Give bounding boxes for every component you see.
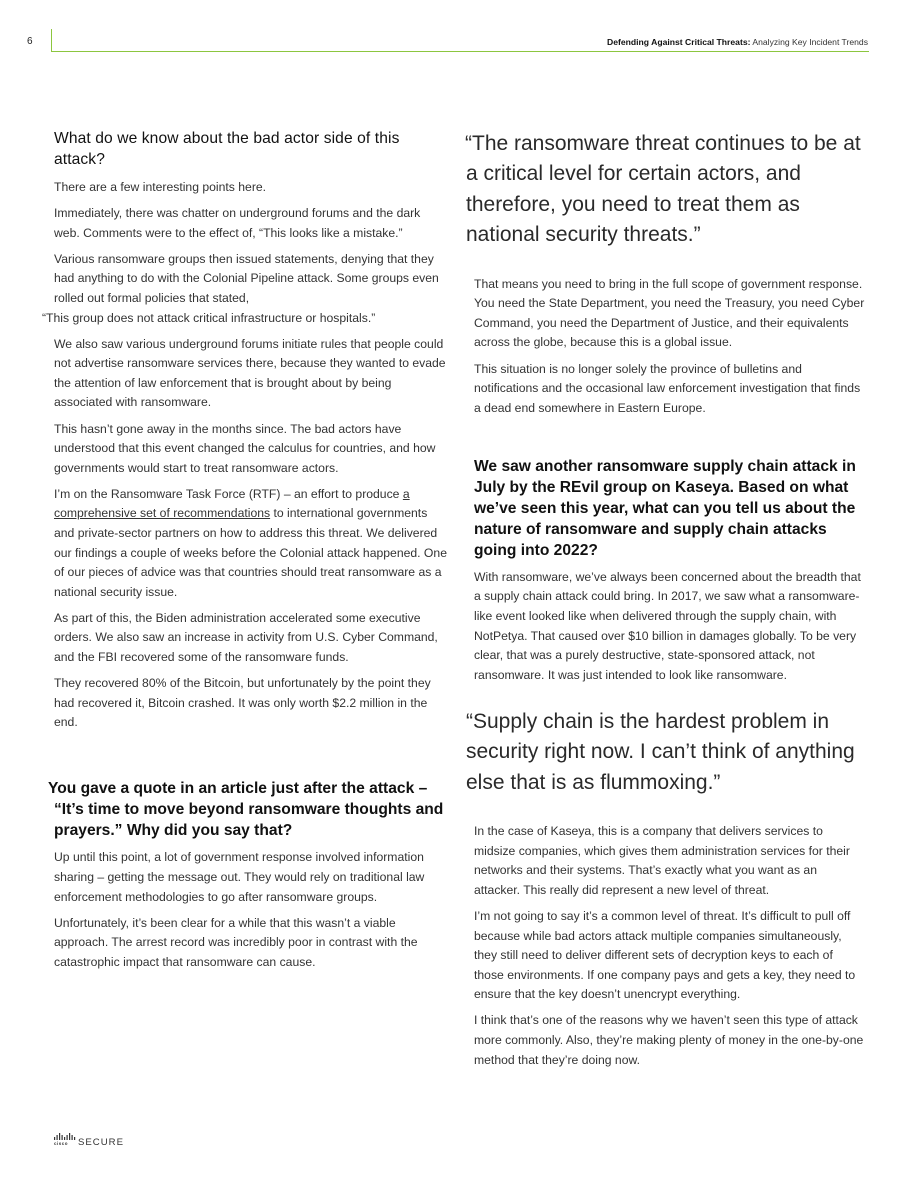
paragraph	[42, 250, 449, 328]
paragraph: This situation is no longer solely the province of bulletins and notifications and the occasional law enforcement investigation that finds a dead end somewhere in Eastern Europe.	[474, 361, 861, 415]
recommendations-link[interactable]: a comprehensive set of recommendations	[54, 486, 410, 521]
paragraph: Immediately, there was chatter on underground forums and the dark web. Comments were to the effect of, “This looks like a mistake.”	[54, 206, 421, 240]
secure-wordmark: SECURE	[78, 1137, 124, 1148]
paragraph-text: Various ransomware groups then issued statements, denying that they had anything to do with the Colonial Pipeline attack. Some groups even rolled out formal policies that stated,	[54, 251, 439, 305]
paragraph: Up until this point, a lot of government response involved information sharing – getting the message out. They would rely on traditional law enforcement methodologies to go after ransomware groups.	[54, 850, 425, 904]
header-divider	[51, 51, 869, 52]
paragraph: I’m not going to say it’s a common level of threat. It’s difficult to pull off because while bad actors attack multiple companies simultaneously, they still need to deliver different sets of decryption keys to each of those environments. If one company pays and gets a key, they need to ensure that the key doesn’t unencrypt everything.	[474, 908, 856, 1002]
running-title	[607, 37, 868, 47]
left-column	[42, 128, 449, 979]
paragraph-text: to international governments and private-sector partners on how to address this threat. We delivered our findings a couple of weeks before the Colonial attack happened. One of our pieces of advice was that countries should treat ransomware as a national security issue.	[54, 506, 447, 599]
paragraph-text: I’m on the Ransomware Task Force (RTF) – an effort to produce	[54, 486, 403, 501]
paragraph: As part of this, the Biden administration accelerated some executive orders. We also saw an increase in activity from U.S. Cyber Command, and the FBI recovered some of the ransomware funds.	[54, 610, 438, 665]
paragraph: With ransomware, we’ve always been concerned about the breadth that a supply chain attack could bring. In 2017, we saw what a ransomware-like event looked like when delivered through the supply chain, with NotPetya. That caused over $10 billion in damages globally. To be very clear, that was a purely destructive, state-sponsored attack, not ransomware. It was just intended to look like ransomware.	[474, 569, 861, 682]
paragraph: We also saw various underground forums initiate rules that people could not advertise ransomware services there, because they wanted to evade the attention of law enforcement that is brought about by being associated with ransomware.	[54, 336, 446, 410]
quoted-policy: “This group does not attack critical infrastructure or hospitals.”	[42, 310, 376, 325]
running-title-bold: Defending Against Critical Threats:	[607, 37, 751, 47]
paragraph	[54, 485, 449, 603]
question-heading-1: What do we know about the bad actor side of this attack?	[54, 130, 400, 168]
paragraph: In the case of Kaseya, this is a company that delivers services to midsize companies, which gives them administration services for their networks and their systems. That’s exactly what you want as an attacker. This really did represent a new level of threat.	[474, 824, 850, 897]
paragraph: This hasn’t gone away in the months since. The bad actors have understood that this event changed the calculus for countries, and how governments would start to treat ransomware actors.	[54, 421, 436, 475]
page-number: 6	[27, 36, 33, 47]
cisco-bars-icon	[54, 1133, 76, 1141]
header-divider-vertical	[51, 29, 52, 51]
pull-quote-1: “The ransomware threat continues to be at a critical level for certain actors, and therefore, you need to treat them as national security threats.”	[465, 132, 861, 247]
paragraph: They recovered 80% of the Bitcoin, but unfortunately by the point they had recovered it, Bitcoin crashed. It was only worth $2.2 million in the end.	[54, 676, 431, 730]
right-column	[465, 129, 866, 1077]
page-header	[0, 0, 920, 52]
running-title-rest: Analyzing Key Incident Trends	[750, 37, 868, 47]
pull-quote-2: “Supply chain is the hardest problem in security right now. I can’t think of anything else that is as flummoxing.”	[466, 709, 855, 794]
question-heading-2: You gave a quote in an article just after the attack – “It’s time to move beyond ransomware thoughts and prayers.” Why did you say that?	[48, 780, 444, 840]
question-heading-3: We saw another ransomware supply chain attack in July by the REvil group on Kaseya. Based on what we’ve seen this year, what can you tell us about the nature of ransomware and supply chain attacks going into 2022?	[474, 457, 856, 559]
paragraph: There are a few interesting points here.	[54, 180, 267, 194]
paragraph: Unfortunately, it’s been clear for a while that this wasn’t a viable approach. The arrest record was incredibly poor in contrast with the catastrophic impact that ransomware can cause.	[54, 915, 418, 969]
cisco-wordmark: cisco	[54, 1141, 69, 1146]
paragraph: I think that’s one of the reasons why we haven’t seen this type of attack more commonly. Also, they’re making plenty of money in the one-by-one method that they’re doing now.	[474, 1013, 864, 1067]
paragraph: That means you need to bring in the full scope of government response. You need the State Department, you need the Treasury, you need Cyber Command, you need the Department of Justice, and their equivalents across the globe, because this is a global issue.	[474, 276, 865, 350]
cisco-secure-logo	[54, 1133, 134, 1153]
